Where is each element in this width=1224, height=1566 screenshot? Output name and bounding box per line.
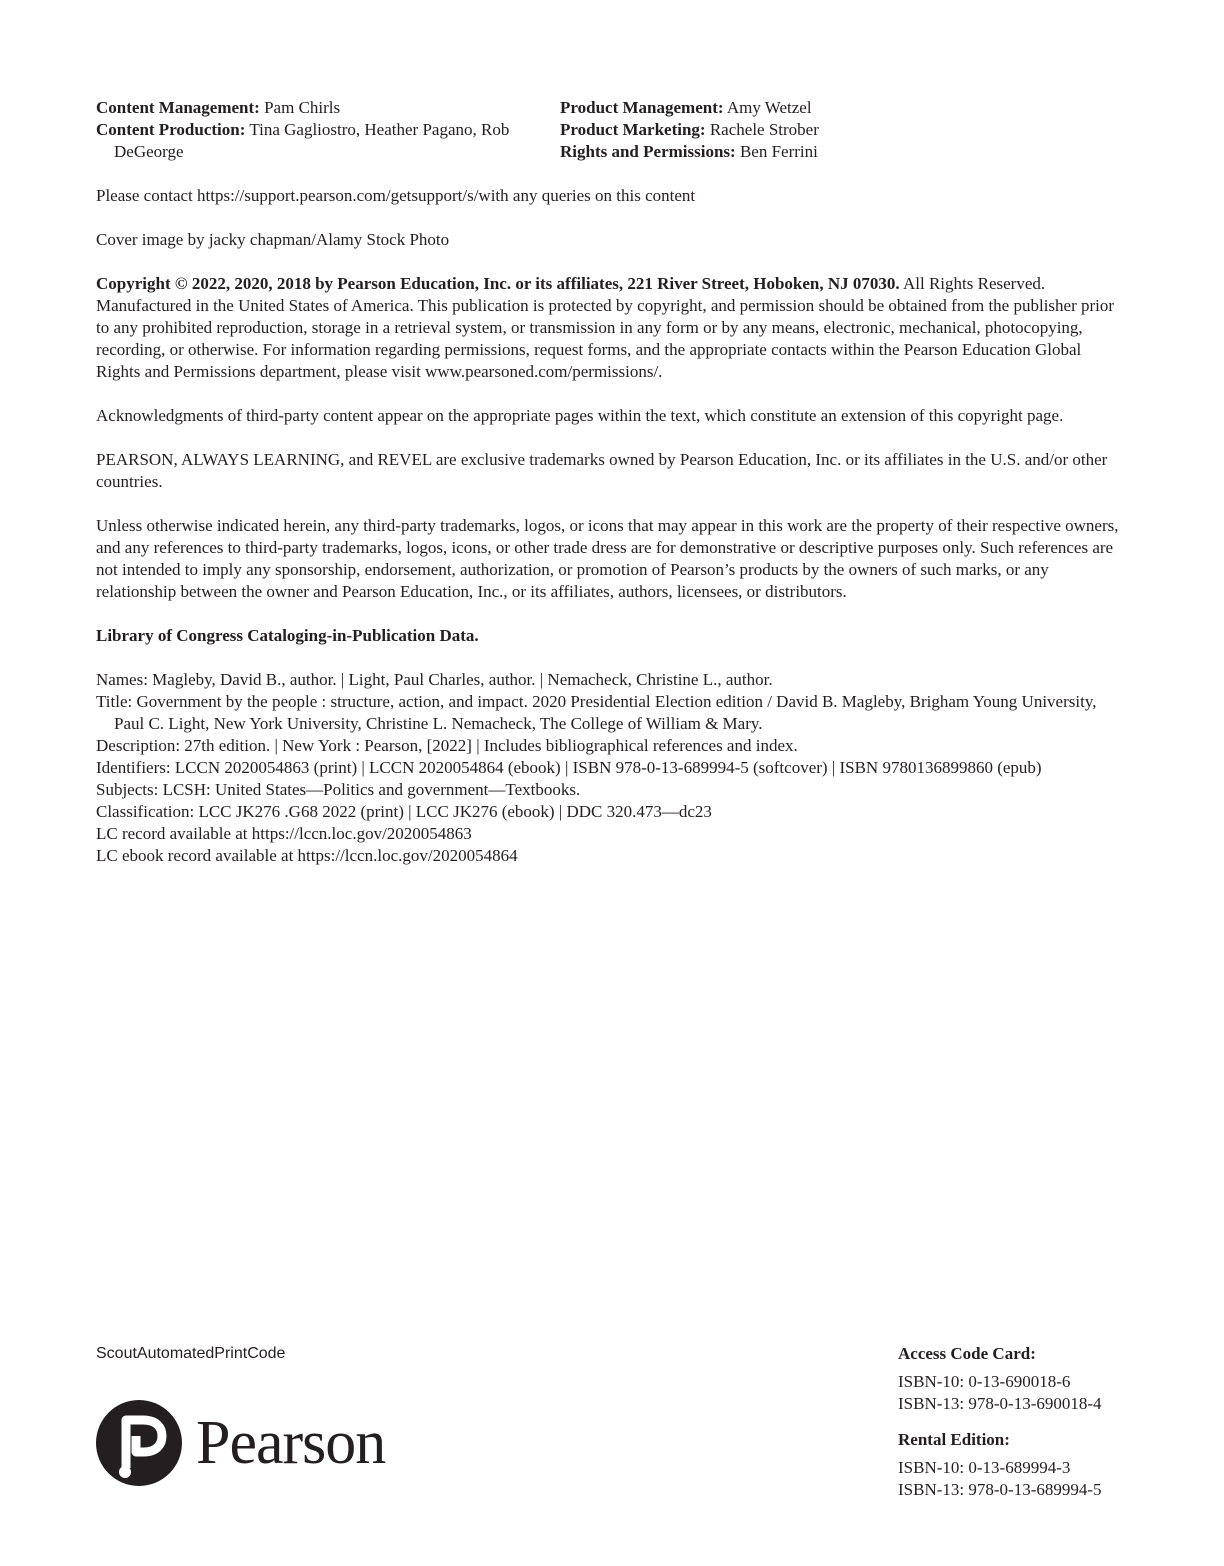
credit-content-management: Content Management: Pam Chirls xyxy=(96,98,341,117)
cip-entry-classification: Classification: LCC JK276 .G68 2022 (print) | LCC JK276 (ebook) | DDC 320.473—dc23 xyxy=(96,802,712,821)
cip-entry-title: Title: Government by the people : structure, action, and impact. 2020 Presidential Election edition / David B. Magleby, Brigham Young University, Paul C. Light, New York University, Christine L. Nemacheck, The College of William & Mary. xyxy=(96,692,1097,733)
access-code-isbn10: ISBN-10: 0-13-690018-6 xyxy=(898,1372,1071,1391)
credit-rights-permissions: Rights and Permissions: Ben Ferrini xyxy=(560,142,818,161)
credit-content-production: Content Production: Tina Gagliostro, Heather Pagano, Rob DeGeorge xyxy=(96,120,510,161)
cip-entry-subjects: Subjects: LCSH: United States—Politics and government—Textbooks. xyxy=(96,780,581,799)
contact-paragraph: Please contact https://support.pearson.com/getsupport/s/with any queries on this content xyxy=(96,186,696,205)
print-code: ScoutAutomatedPrintCode xyxy=(96,1345,286,1362)
pearson-wordmark: Pearson xyxy=(196,1409,386,1477)
pearson-p-logo-icon xyxy=(96,1400,182,1486)
cip-data xyxy=(96,669,1128,867)
cip-entry-names: Names: Magleby, David B., author. | Light, Paul Charles, author. | Nemacheck, Christine L., author. xyxy=(96,670,773,689)
rental-edition-heading: Rental Edition: xyxy=(898,1430,1010,1449)
cover-credit: Cover image by jacky chapman/Alamy Stock Photo xyxy=(96,230,450,249)
cip-entry-lc-record: LC record available at https://lccn.loc.gov/2020054863 xyxy=(96,824,472,843)
copyright-paragraph: Copyright © 2022, 2020, 2018 by Pearson Education, Inc. or its affiliates, 221 River Street, Hoboken, NJ 07030. All Rights Reserved. Manufactured in the United States of America. This publication is protected by copyright, and permission should be obtained from the publisher prior to any prohibited reproduction, storage in a retrieval system, or transmission in any form or by any means, electronic, mechanical, photocopying, recording, or otherwise. For information regarding permissions, request forms, and the appropriate contacts within the Pearson Education Global Rights and Permissions department, please visit www.pearsoned.com/permissions/. xyxy=(96,274,1115,381)
copyright-page xyxy=(96,97,1128,867)
acknowledgments-paragraph: Acknowledgments of third-party content appear on the appropriate pages within the text, which constitute an extension of this copyright page. xyxy=(96,406,1064,425)
access-code-heading: Access Code Card: xyxy=(898,1344,1036,1363)
cip-entry-identifiers: Identifiers: LCCN 2020054863 (print) | LCCN 2020054864 (ebook) | ISBN 978-0-13-689994-5 (softcover) | ISBN 9780136899860 (epub) xyxy=(96,758,1042,777)
rental-isbn10: ISBN-10: 0-13-689994-3 xyxy=(898,1458,1071,1477)
cip-heading: Library of Congress Cataloging-in-Publication Data. xyxy=(96,626,479,645)
credit-product-marketing: Product Marketing: Rachele Strober xyxy=(560,120,819,139)
access-code-isbn13: ISBN-13: 978-0-13-690018-4 xyxy=(898,1394,1102,1413)
credits-right-column xyxy=(560,97,960,163)
cip-entry-lc-ebook-record: LC ebook record available at https://lccn.loc.gov/2020054864 xyxy=(96,846,518,865)
isbn-block xyxy=(898,1343,1188,1501)
pearson-logo xyxy=(96,1400,385,1486)
rental-edition-group xyxy=(898,1429,1188,1501)
credit-product-management: Product Management: Amy Wetzel xyxy=(560,98,812,117)
access-code-card-group xyxy=(898,1343,1188,1415)
third-party-paragraph: Unless otherwise indicated herein, any third-party trademarks, logos, or icons that may appear in this work are the property of their respective owners, and any references to third-party trademarks, logos, icons, or other trade dress are for demonstrative or descriptive purposes only. Such references are not intended to imply any sponsorship, endorsement, authorization, or promotion of Pearson’s products by the owners of such marks, or any relationship between the owner and Pearson Education, Inc., or its affiliates, authors, licensees, or distributors. xyxy=(96,516,1119,601)
credits-left-column xyxy=(96,97,560,163)
cip-entry-description: Description: 27th edition. | New York : Pearson, [2022] | Includes bibliographical references and index. xyxy=(96,736,798,755)
trademarks-paragraph: PEARSON, ALWAYS LEARNING, and REVEL are exclusive trademarks owned by Pearson Education, Inc. or its affiliates in the U.S. and/or other countries. xyxy=(96,450,1108,491)
rental-isbn13: ISBN-13: 978-0-13-689994-5 xyxy=(898,1480,1102,1499)
credits-section xyxy=(96,97,1128,163)
